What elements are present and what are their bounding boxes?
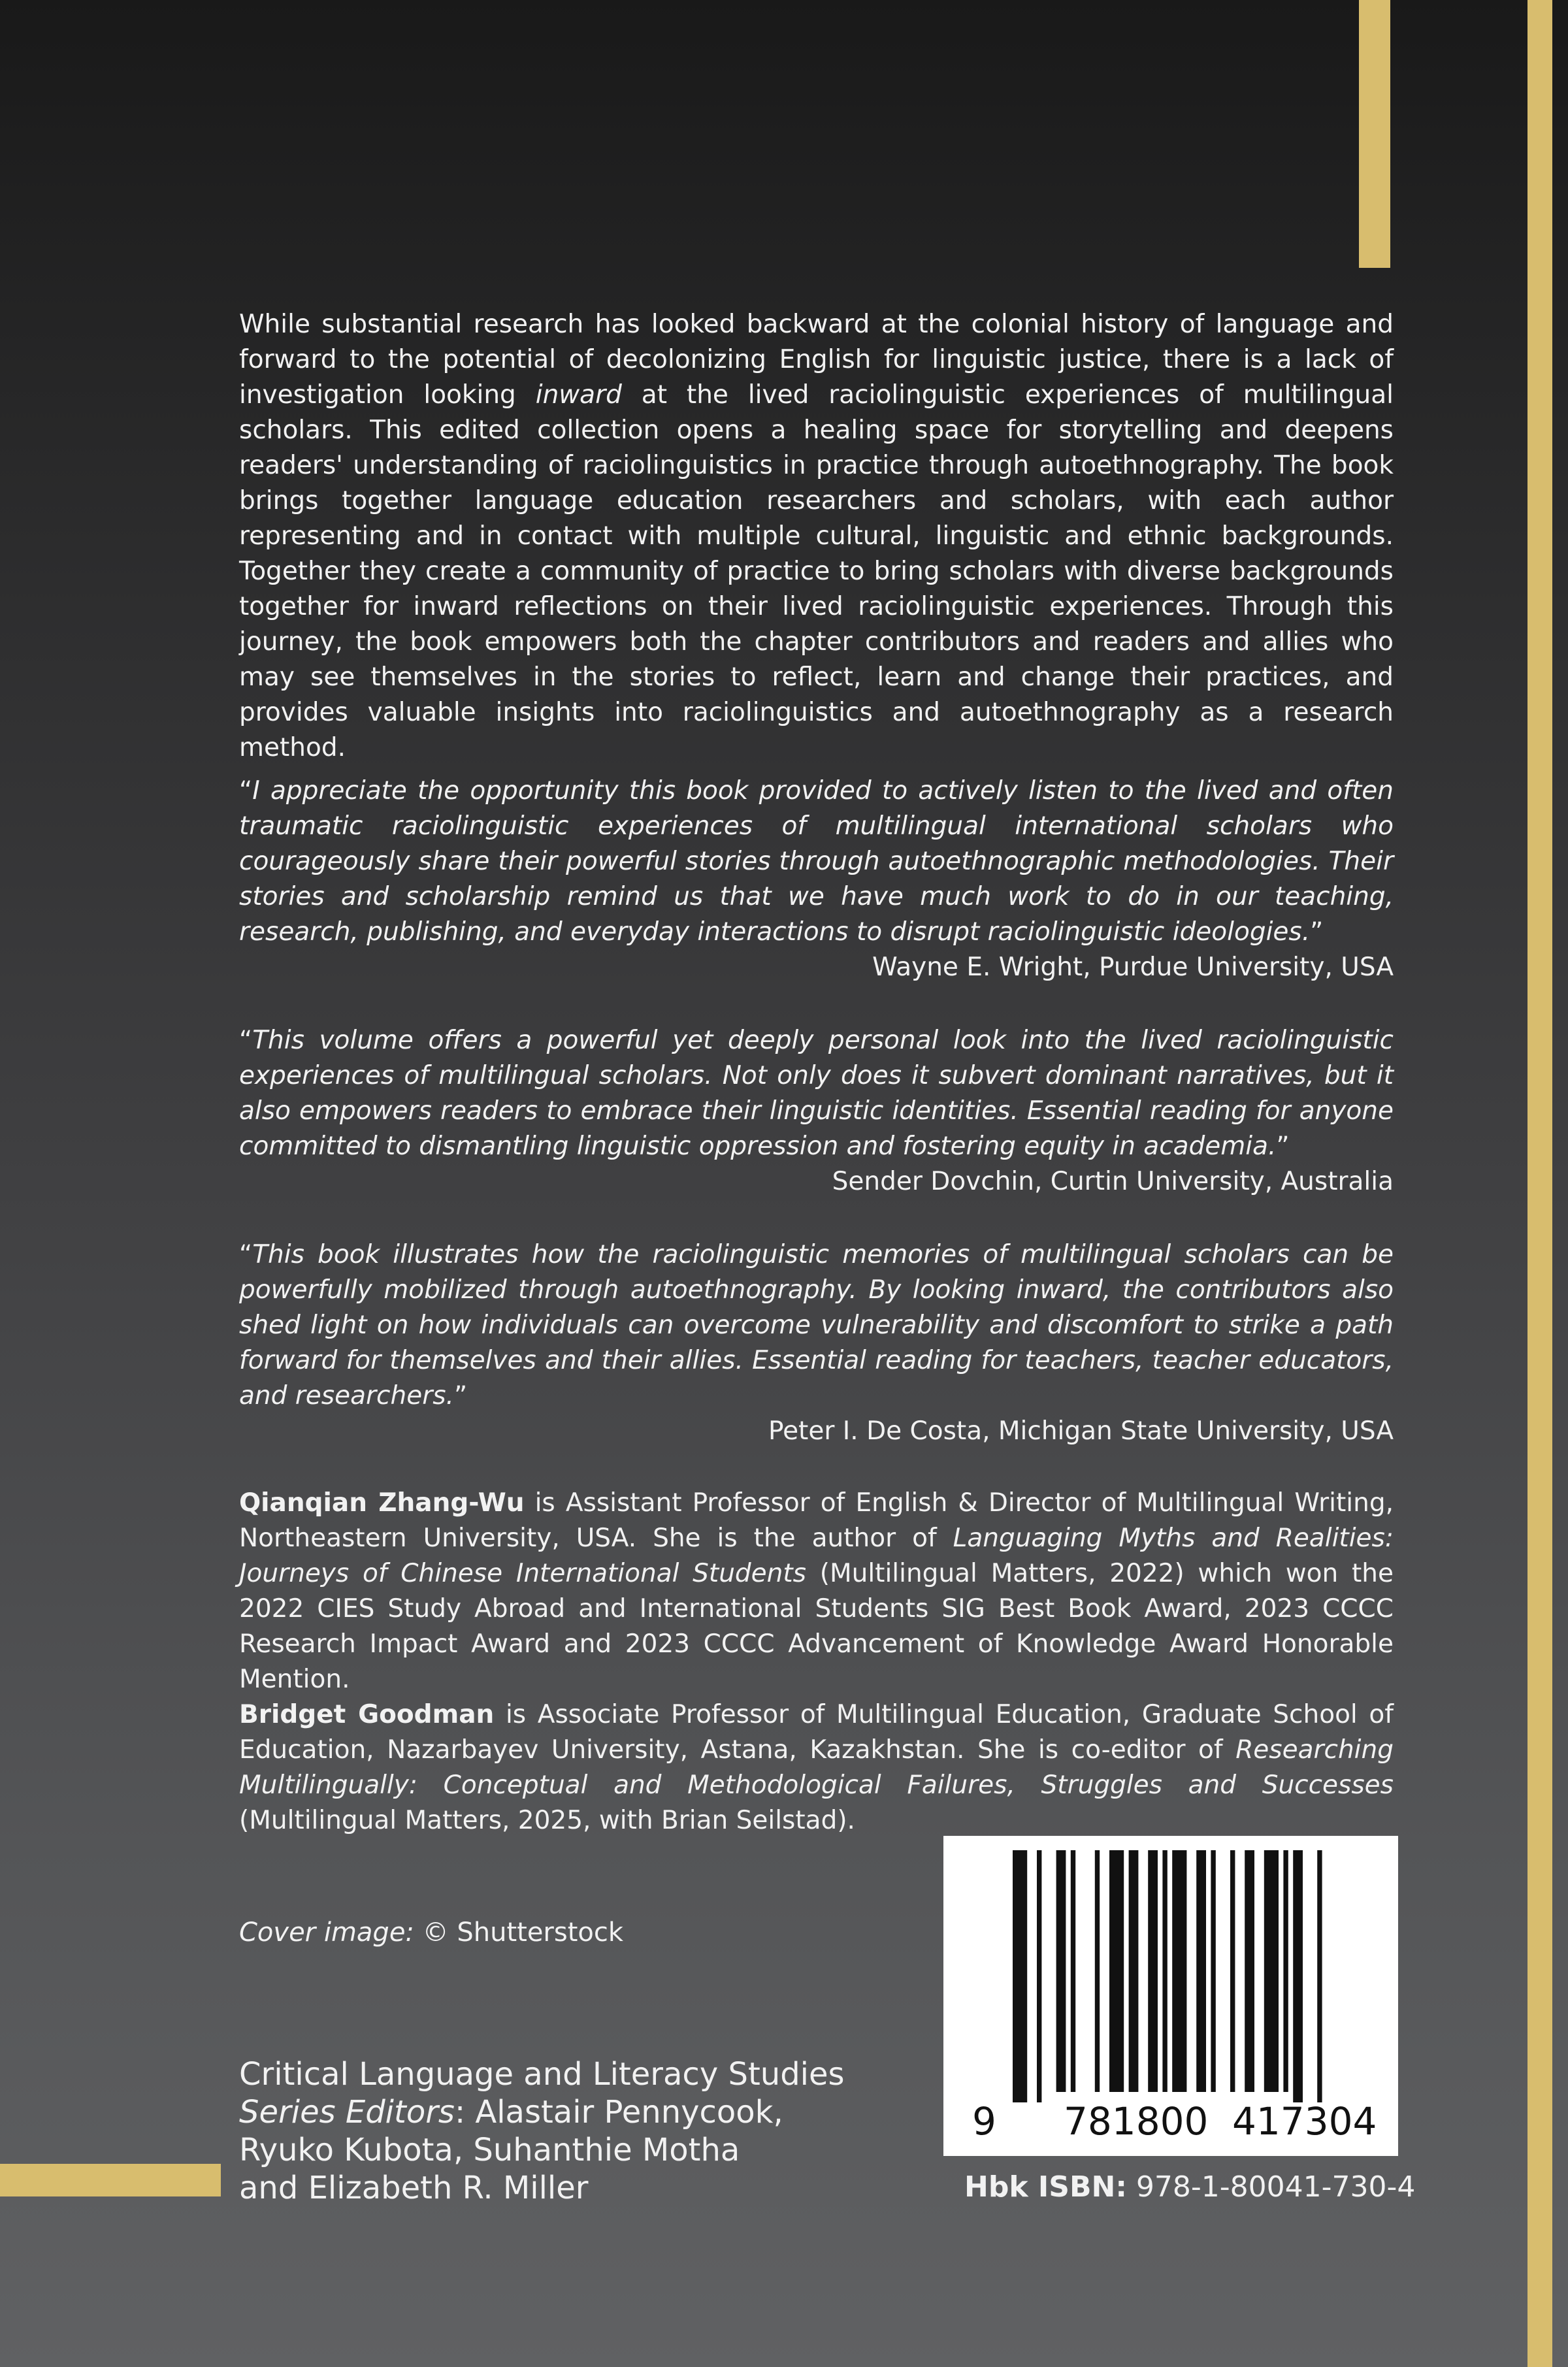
barcode-bar — [1109, 1850, 1124, 2092]
series-editors-line-3: and Elizabeth R. Miller — [239, 2170, 589, 2206]
series-editors-label: Series Editors — [239, 2094, 455, 2130]
gold-accent-bar-top — [1359, 0, 1390, 268]
book-title: Languaging Myths and Realities: Journeys of Chinese International Students — [239, 1524, 1394, 1588]
endorsement-body: This volume offers a powerful yet deeply personal look into the lived raciolinguistic experiences of multilingual scholars. Not only does it subvert dominant narratives, but it also empowers readers to embrace their linguistic identities. Essential reading for anyone committed to dismantling linguistic oppression and fostering equity in academia. — [239, 1026, 1394, 1161]
author-bio — [239, 1697, 1394, 1838]
barcode-digits — [943, 2098, 1398, 2144]
endorsement-text — [239, 774, 1394, 950]
bio-text: is Associate Professor of Multilingual Education, Graduate School of Education, Nazarbayev University, Astana, Kazakhstan. She is co-editor of — [239, 1700, 1394, 1765]
barcode-bar — [1095, 1850, 1100, 2092]
isbn-label: Hbk ISBN: — [964, 2170, 1127, 2204]
barcode-bar — [1196, 1850, 1206, 2092]
barcode-bar — [1056, 1850, 1066, 2092]
cover-credit-label: Cover image: — [239, 1918, 414, 1948]
cover-image-credit — [239, 1915, 623, 1950]
endorsement-attribution: Wayne E. Wright, Purdue University, USA — [872, 953, 1394, 982]
open-quote-mark: “ — [239, 1240, 253, 1269]
barcode-digit-group-1: 781800 — [1064, 2099, 1209, 2144]
open-quote-mark: “ — [239, 776, 253, 806]
barcode-bar — [1148, 1850, 1158, 2092]
barcode-bars — [943, 1836, 1398, 2104]
endorsement-text — [239, 1023, 1394, 1164]
barcode-bar — [1283, 1850, 1288, 2092]
book-blurb — [239, 307, 1394, 766]
close-quote-mark: ” — [1276, 1132, 1290, 1161]
blurb-emphasis: inward — [535, 380, 622, 410]
series-editors-line-1 — [239, 2093, 845, 2131]
barcode-bar — [1317, 1850, 1322, 2102]
barcode-bar — [1211, 1850, 1215, 2092]
author-name: Qianqian Zhang-Wu — [239, 1488, 525, 1518]
isbn-value: 978-1-80041-730-4 — [1126, 2170, 1416, 2204]
bio-text: is Assistant Professor of English & Director of Multilingual Writing, Northeastern University, USA. She is the author of — [239, 1488, 1394, 1553]
barcode-bar — [1013, 1850, 1027, 2102]
barcode — [943, 1836, 1398, 2156]
barcode-bar — [1245, 1850, 1254, 2092]
endorsement-quote — [239, 1023, 1394, 1200]
barcode-bar — [1230, 1850, 1235, 2092]
close-quote-mark: ” — [1310, 917, 1324, 947]
close-quote-mark: ” — [453, 1381, 468, 1411]
series-editors-line-2: Ryuko Kubota, Suhanthie Motha — [239, 2132, 740, 2168]
blurb-text-part1: While substantial research has looked backward at the colonial history of language and forward to the potential of decolonizing English for linguistic justice, there is a lack of investigation looking — [239, 310, 1394, 410]
endorsement-body: I appreciate the opportunity this book provided to actively listen to the lived and often traumatic raciolinguistic experiences of multilingual international scholars who courageously share their powerful stories through autoethnographic methodologies. Their stories and scholarship remind us that we have much work to do in our teaching, research, publishing, and everyday interactions to disrupt raciolinguistic ideologies. — [239, 776, 1394, 947]
barcode-bar — [1172, 1850, 1186, 2092]
barcode-bar — [1071, 1850, 1075, 2092]
gold-accent-bar-bottom — [0, 2164, 221, 2196]
bio-text: (Multilingual Matters, 2025, with Brian Seilstad). — [239, 1806, 855, 1835]
endorsement-body: This book illustrates how the raciolinguistic memories of multilingual scholars can be powerfully mobilized through autoethnography. By looking inward, the contributors also shed light on how individuals can overcome vulnerability and discomfort to strike a path forward for themselves and their allies. Essential reading for teachers, teacher educators, and researchers. — [239, 1240, 1394, 1411]
barcode-bar — [1129, 1850, 1139, 2092]
author-bio — [239, 1486, 1394, 1697]
bio-text: (Multilingual Matters, 2022) which won the 2022 CIES Study Abroad and International Students SIG Best Book Award, 2023 CCCC Research Impact Award and 2023 CCCC Advancement of Knowledge Award Honorable Mention. — [239, 1559, 1394, 1694]
open-quote-mark: “ — [239, 1026, 253, 1055]
author-name: Bridget Goodman — [239, 1700, 495, 1729]
barcode-bar — [1037, 1850, 1041, 2102]
barcode-bar — [1162, 1850, 1167, 2092]
gold-accent-bar-right — [1527, 0, 1552, 2367]
blurb-text-part2: at the lived raciolinguistic experiences of multilingual scholars. This edited collection opens a healing space for storytelling and deepens readers' understanding of raciolinguistics in practice through autoethnography. The book brings together language education researchers and scholars, with each author representing and in contact with multiple cultural, linguistic and ethnic backgrounds. Together they create a community of practice to bring scholars with diverse backgrounds together for inward reflections on their lived raciolinguistic experiences. Through this journey, the book empowers both the chapter contributors and readers and allies who may see themselves in the stories to reflect, learn and change their practices, and provides valuable insights into raciolinguistics and autoethnography as a research method. — [239, 380, 1394, 762]
cover-credit-value: © Shutterstock — [414, 1918, 624, 1948]
barcode-lead-digit: 9 — [972, 2099, 996, 2144]
series-editors-names: : Alastair Pennycook, — [454, 2094, 783, 2130]
book-title: Researching Multilingually: Conceptual and Methodological Failures, Struggles and Successes — [239, 1735, 1394, 1800]
isbn — [964, 2168, 1415, 2207]
series-name: Critical Language and Literacy Studies — [239, 2056, 845, 2093]
endorsement-attribution: Peter I. De Costa, Michigan State University, USA — [768, 1416, 1394, 1446]
endorsement-attribution: Sender Dovchin, Curtin University, Australia — [832, 1167, 1394, 1196]
endorsement-quote — [239, 774, 1394, 985]
barcode-bar — [1264, 1850, 1279, 2092]
barcode-digit-group-2: 417304 — [1232, 2099, 1377, 2144]
series-info — [239, 2055, 845, 2207]
endorsement-text — [239, 1237, 1394, 1414]
endorsement-quote — [239, 1237, 1394, 1449]
barcode-bar — [1293, 1850, 1303, 2102]
